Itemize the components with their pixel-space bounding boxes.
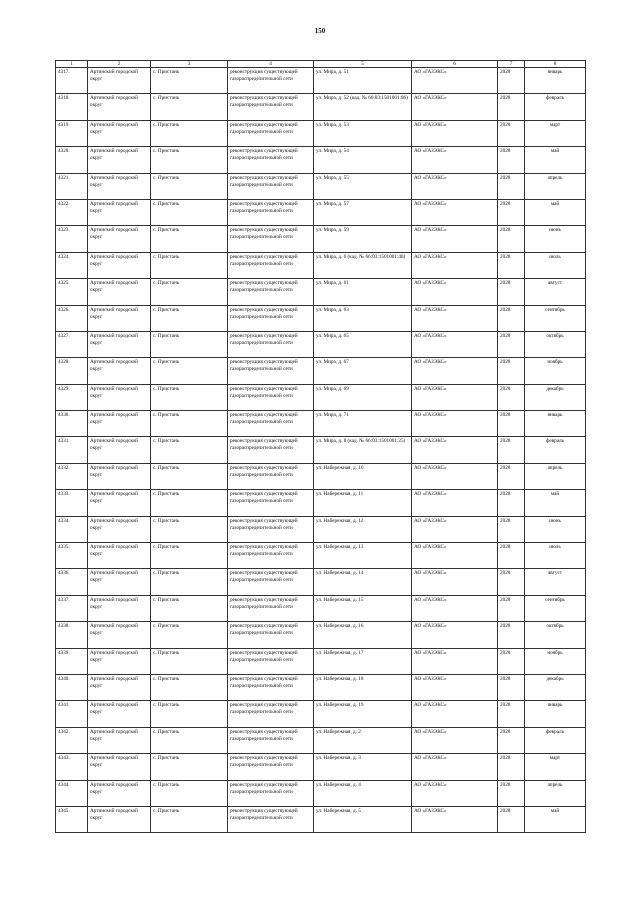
work-type-cell: реконструкция существующей газораспределительной сети — [228, 147, 314, 173]
district-cell: Артинский городской округ — [88, 305, 151, 331]
month-cell: декабрь — [525, 674, 586, 700]
work-type-cell: реконструкция существующей газораспределительной сети — [228, 120, 314, 146]
district-cell: Артинский городской округ — [88, 226, 151, 252]
row-number: 4324. — [56, 252, 88, 278]
work-type-cell: реконструкция существующей газораспределительной сети — [228, 543, 314, 569]
table-row — [56, 516, 586, 542]
settlement-cell: с. Пристань — [151, 674, 228, 700]
row-number: 4340. — [56, 674, 88, 700]
address-cell: ул. Мира, д. 59 — [314, 226, 412, 252]
settlement-cell: с. Пристань — [151, 437, 228, 463]
year-cell: 2028 — [498, 384, 525, 410]
row-number: 4320. — [56, 147, 88, 173]
table-row — [56, 252, 586, 278]
month-cell: октябрь — [525, 622, 586, 648]
table-row — [56, 490, 586, 516]
year-cell: 2028 — [498, 147, 525, 173]
year-cell: 2028 — [498, 701, 525, 727]
work-type-cell: реконструкция существующей газораспределительной сети — [228, 226, 314, 252]
table-row — [56, 622, 586, 648]
settlement-cell: с. Пристань — [151, 358, 228, 384]
month-cell: июнь — [525, 516, 586, 542]
row-number: 4327. — [56, 331, 88, 357]
table-row — [56, 727, 586, 753]
month-cell: март — [525, 120, 586, 146]
year-cell: 2028 — [498, 622, 525, 648]
table-row — [56, 226, 586, 252]
table-row — [56, 569, 586, 595]
table-row — [56, 199, 586, 225]
month-cell: февраль — [525, 94, 586, 120]
organization-cell: АО «ГАЗЭКС» — [412, 569, 498, 595]
table-row — [56, 279, 586, 305]
district-cell: Артинский городской округ — [88, 279, 151, 305]
year-cell: 2028 — [498, 173, 525, 199]
table-row — [56, 305, 586, 331]
year-cell: 2028 — [498, 754, 525, 780]
settlement-cell: с. Пристань — [151, 411, 228, 437]
work-type-cell: реконструкция существующей газораспределительной сети — [228, 727, 314, 753]
column-number-2: 2 — [88, 61, 151, 68]
district-cell: Артинский городской округ — [88, 727, 151, 753]
address-cell: ул. Мира, д. 57 — [314, 199, 412, 225]
settlement-cell: с. Пристань — [151, 226, 228, 252]
organization-cell: АО «ГАЗЭКС» — [412, 94, 498, 120]
year-cell: 2028 — [498, 94, 525, 120]
organization-cell: АО «ГАЗЭКС» — [412, 305, 498, 331]
year-cell: 2028 — [498, 543, 525, 569]
row-number: 4344. — [56, 780, 88, 806]
table-row — [56, 384, 586, 410]
year-cell: 2028 — [498, 569, 525, 595]
district-cell: Артинский городской округ — [88, 147, 151, 173]
table-row — [56, 780, 586, 806]
address-cell: ул. Набережная, д. 13 — [314, 543, 412, 569]
address-cell: ул. Мира, д. 6 (кад. № 66:03:1501001:48) — [314, 252, 412, 278]
header-row — [56, 61, 586, 68]
settlement-cell: с. Пристань — [151, 595, 228, 621]
column-number-6: 6 — [412, 61, 498, 68]
organization-cell: АО «ГАЗЭКС» — [412, 120, 498, 146]
table-row — [56, 68, 586, 94]
district-cell: Артинский городской округ — [88, 94, 151, 120]
year-cell: 2028 — [498, 252, 525, 278]
year-cell: 2028 — [498, 199, 525, 225]
organization-cell: АО «ГАЗЭКС» — [412, 595, 498, 621]
month-cell: май — [525, 490, 586, 516]
row-number: 4318. — [56, 94, 88, 120]
work-type-cell: реконструкция существующей газораспределительной сети — [228, 595, 314, 621]
district-cell: Артинский городской округ — [88, 569, 151, 595]
settlement-cell: с. Пристань — [151, 569, 228, 595]
row-number: 4345. — [56, 806, 88, 832]
work-type-cell: реконструкция существующей газораспределительной сети — [228, 411, 314, 437]
month-cell: декабрь — [525, 384, 586, 410]
organization-cell: АО «ГАЗЭКС» — [412, 648, 498, 674]
address-cell: ул. Набережная, д. 4 — [314, 780, 412, 806]
row-number: 4322. — [56, 199, 88, 225]
district-cell: Артинский городской округ — [88, 120, 151, 146]
organization-cell: АО «ГАЗЭКС» — [412, 384, 498, 410]
work-type-cell: реконструкция существующей газораспределительной сети — [228, 94, 314, 120]
settlement-cell: с. Пристань — [151, 727, 228, 753]
table-row — [56, 331, 586, 357]
month-cell: январь — [525, 701, 586, 727]
settlement-cell: с. Пристань — [151, 516, 228, 542]
district-cell: Артинский городской округ — [88, 622, 151, 648]
year-cell: 2028 — [498, 411, 525, 437]
column-number-4: 4 — [228, 61, 314, 68]
settlement-cell: с. Пристань — [151, 68, 228, 94]
address-cell: ул. Мира, д. 69 — [314, 384, 412, 410]
organization-cell: АО «ГАЗЭКС» — [412, 358, 498, 384]
table-header — [56, 61, 586, 68]
settlement-cell: с. Пристань — [151, 120, 228, 146]
settlement-cell: с. Пристань — [151, 147, 228, 173]
table-row — [56, 147, 586, 173]
year-cell: 2028 — [498, 595, 525, 621]
table-row — [56, 94, 586, 120]
settlement-cell: с. Пристань — [151, 384, 228, 410]
work-type-cell: реконструкция существующей газораспределительной сети — [228, 622, 314, 648]
row-number: 4321. — [56, 173, 88, 199]
registry-table — [55, 60, 586, 833]
row-number: 4337. — [56, 595, 88, 621]
address-cell: ул. Набережная, д. 2 — [314, 727, 412, 753]
district-cell: Артинский городской округ — [88, 384, 151, 410]
table-row — [56, 463, 586, 489]
work-type-cell: реконструкция существующей газораспределительной сети — [228, 754, 314, 780]
month-cell: май — [525, 199, 586, 225]
settlement-cell: с. Пристань — [151, 490, 228, 516]
table-row — [56, 437, 586, 463]
address-cell: ул. Набережная, д. 18 — [314, 674, 412, 700]
row-number: 4336. — [56, 569, 88, 595]
month-cell: июнь — [525, 226, 586, 252]
work-type-cell: реконструкция существующей газораспределительной сети — [228, 463, 314, 489]
month-cell: ноябрь — [525, 358, 586, 384]
address-cell: ул. Набережная, д. 14 — [314, 569, 412, 595]
month-cell: апрель — [525, 463, 586, 489]
month-cell: май — [525, 806, 586, 832]
work-type-cell: реконструкция существующей газораспределительной сети — [228, 173, 314, 199]
work-type-cell: реконструкция существующей газораспределительной сети — [228, 806, 314, 832]
district-cell: Артинский городской округ — [88, 780, 151, 806]
organization-cell: АО «ГАЗЭКС» — [412, 331, 498, 357]
organization-cell: АО «ГАЗЭКС» — [412, 437, 498, 463]
year-cell: 2028 — [498, 727, 525, 753]
work-type-cell: реконструкция существующей газораспределительной сети — [228, 648, 314, 674]
page-number: 150 — [314, 27, 326, 35]
work-type-cell: реконструкция существующей газораспределительной сети — [228, 305, 314, 331]
month-cell: январь — [525, 411, 586, 437]
address-cell: ул. Мира, д. 65 — [314, 331, 412, 357]
year-cell: 2028 — [498, 516, 525, 542]
month-cell: апрель — [525, 173, 586, 199]
row-number: 4331. — [56, 437, 88, 463]
address-cell: ул. Набережная, д. 19 — [314, 701, 412, 727]
district-cell: Артинский городской округ — [88, 463, 151, 489]
settlement-cell: с. Пристань — [151, 173, 228, 199]
district-cell: Артинский городской округ — [88, 437, 151, 463]
year-cell: 2028 — [498, 490, 525, 516]
work-type-cell: реконструкция существующей газораспределительной сети — [228, 384, 314, 410]
row-number: 4329. — [56, 384, 88, 410]
table-row — [56, 120, 586, 146]
organization-cell: АО «ГАЗЭКС» — [412, 727, 498, 753]
row-number: 4341. — [56, 701, 88, 727]
month-cell: февраль — [525, 437, 586, 463]
table-row — [56, 358, 586, 384]
organization-cell: АО «ГАЗЭКС» — [412, 543, 498, 569]
district-cell: Артинский городской округ — [88, 358, 151, 384]
column-number-1: 1 — [56, 61, 88, 68]
year-cell: 2028 — [498, 674, 525, 700]
address-cell: ул. Мира, д. 8 (кад. № 66:03:1501001:25) — [314, 437, 412, 463]
organization-cell: АО «ГАЗЭКС» — [412, 199, 498, 225]
address-cell: ул. Мира, д. 71 — [314, 411, 412, 437]
table-row — [56, 674, 586, 700]
organization-cell: АО «ГАЗЭКС» — [412, 490, 498, 516]
year-cell: 2028 — [498, 806, 525, 832]
year-cell: 2028 — [498, 120, 525, 146]
address-cell: ул. Мира, д. 67 — [314, 358, 412, 384]
work-type-cell: реконструкция существующей газораспределительной сети — [228, 279, 314, 305]
settlement-cell: с. Пристань — [151, 543, 228, 569]
settlement-cell: с. Пристань — [151, 94, 228, 120]
organization-cell: АО «ГАЗЭКС» — [412, 252, 498, 278]
column-number-8: 8 — [525, 61, 586, 68]
month-cell: январь — [525, 68, 586, 94]
address-cell: ул. Набережная, д. 10 — [314, 463, 412, 489]
table-body — [56, 68, 586, 833]
row-number: 4343. — [56, 754, 88, 780]
row-number: 4332. — [56, 463, 88, 489]
row-number: 4339. — [56, 648, 88, 674]
month-cell: апрель — [525, 780, 586, 806]
table-row — [56, 411, 586, 437]
row-number: 4335. — [56, 543, 88, 569]
address-cell: ул. Набережная, д. 11 — [314, 490, 412, 516]
address-cell: ул. Набережная, д. 15 — [314, 595, 412, 621]
work-type-cell: реконструкция существующей газораспределительной сети — [228, 358, 314, 384]
table-row — [56, 754, 586, 780]
row-number: 4330. — [56, 411, 88, 437]
district-cell: Артинский городской округ — [88, 701, 151, 727]
organization-cell: АО «ГАЗЭКС» — [412, 622, 498, 648]
address-cell: ул. Мира, д. 51 — [314, 68, 412, 94]
district-cell: Артинский городской округ — [88, 754, 151, 780]
district-cell: Артинский городской округ — [88, 490, 151, 516]
district-cell: Артинский городской округ — [88, 68, 151, 94]
organization-cell: АО «ГАЗЭКС» — [412, 226, 498, 252]
address-cell: ул. Мира, д. 55 — [314, 173, 412, 199]
address-cell: ул. Набережная, д. 16 — [314, 622, 412, 648]
settlement-cell: с. Пристань — [151, 331, 228, 357]
organization-cell: АО «ГАЗЭКС» — [412, 173, 498, 199]
settlement-cell: с. Пристань — [151, 701, 228, 727]
column-number-3: 3 — [151, 61, 228, 68]
row-number: 4323. — [56, 226, 88, 252]
organization-cell: АО «ГАЗЭКС» — [412, 147, 498, 173]
row-number: 4326. — [56, 305, 88, 331]
work-type-cell: реконструкция существующей газораспределительной сети — [228, 331, 314, 357]
district-cell: Артинский городской округ — [88, 199, 151, 225]
settlement-cell: с. Пристань — [151, 780, 228, 806]
organization-cell: АО «ГАЗЭКС» — [412, 516, 498, 542]
address-cell: ул. Мира, д. 53 — [314, 120, 412, 146]
address-cell: ул. Мира, д. 54 — [314, 147, 412, 173]
organization-cell: АО «ГАЗЭКС» — [412, 674, 498, 700]
row-number: 4319. — [56, 120, 88, 146]
year-cell: 2028 — [498, 331, 525, 357]
table-row — [56, 543, 586, 569]
month-cell: ноябрь — [525, 648, 586, 674]
settlement-cell: с. Пристань — [151, 463, 228, 489]
work-type-cell: реконструкция существующей газораспределительной сети — [228, 780, 314, 806]
settlement-cell: с. Пристань — [151, 622, 228, 648]
year-cell: 2028 — [498, 226, 525, 252]
month-cell: март — [525, 754, 586, 780]
address-cell: ул. Мира, д. 63 — [314, 305, 412, 331]
month-cell: февраль — [525, 727, 586, 753]
row-number: 4333. — [56, 490, 88, 516]
district-cell: Артинский городской округ — [88, 595, 151, 621]
organization-cell: АО «ГАЗЭКС» — [412, 701, 498, 727]
month-cell: август — [525, 569, 586, 595]
row-number: 4334. — [56, 516, 88, 542]
settlement-cell: с. Пристань — [151, 279, 228, 305]
year-cell: 2028 — [498, 358, 525, 384]
year-cell: 2028 — [498, 305, 525, 331]
column-number-5: 5 — [314, 61, 412, 68]
row-number: 4325. — [56, 279, 88, 305]
settlement-cell: с. Пристань — [151, 252, 228, 278]
table-row — [56, 648, 586, 674]
table-row — [56, 595, 586, 621]
district-cell: Артинский городской округ — [88, 252, 151, 278]
table-row — [56, 806, 586, 832]
district-cell: Артинский городской округ — [88, 516, 151, 542]
row-number: 4338. — [56, 622, 88, 648]
settlement-cell: с. Пристань — [151, 305, 228, 331]
work-type-cell: реконструкция существующей газораспределительной сети — [228, 68, 314, 94]
year-cell: 2028 — [498, 780, 525, 806]
organization-cell: АО «ГАЗЭКС» — [412, 463, 498, 489]
table-row — [56, 173, 586, 199]
work-type-cell: реконструкция существующей газораспределительной сети — [228, 252, 314, 278]
district-cell: Артинский городской округ — [88, 648, 151, 674]
organization-cell: АО «ГАЗЭКС» — [412, 68, 498, 94]
district-cell: Артинский городской округ — [88, 543, 151, 569]
organization-cell: АО «ГАЗЭКС» — [412, 780, 498, 806]
district-cell: Артинский городской округ — [88, 806, 151, 832]
work-type-cell: реконструкция существующей газораспределительной сети — [228, 437, 314, 463]
month-cell: май — [525, 147, 586, 173]
district-cell: Артинский городской округ — [88, 173, 151, 199]
year-cell: 2028 — [498, 279, 525, 305]
address-cell: ул. Мира, д. 61 — [314, 279, 412, 305]
work-type-cell: реконструкция существующей газораспределительной сети — [228, 701, 314, 727]
address-cell: ул. Набережная, д. 5 — [314, 806, 412, 832]
year-cell: 2028 — [498, 68, 525, 94]
settlement-cell: с. Пристань — [151, 754, 228, 780]
address-cell: ул. Набережная, д. 12 — [314, 516, 412, 542]
year-cell: 2028 — [498, 437, 525, 463]
row-number: 4328. — [56, 358, 88, 384]
address-cell: ул. Набережная, д. 17 — [314, 648, 412, 674]
table-row — [56, 701, 586, 727]
organization-cell: АО «ГАЗЭКС» — [412, 806, 498, 832]
address-cell: ул. Мира, д. 52 (кад. № 66:03:1501001:86) — [314, 94, 412, 120]
year-cell: 2028 — [498, 648, 525, 674]
settlement-cell: с. Пристань — [151, 806, 228, 832]
month-cell: октябрь — [525, 331, 586, 357]
row-number: 4342. — [56, 727, 88, 753]
settlement-cell: с. Пристань — [151, 648, 228, 674]
work-type-cell: реконструкция существующей газораспределительной сети — [228, 490, 314, 516]
column-number-7: 7 — [498, 61, 525, 68]
month-cell: август — [525, 279, 586, 305]
month-cell: июль — [525, 252, 586, 278]
district-cell: Артинский городской округ — [88, 674, 151, 700]
organization-cell: АО «ГАЗЭКС» — [412, 411, 498, 437]
organization-cell: АО «ГАЗЭКС» — [412, 754, 498, 780]
district-cell: Артинский городской округ — [88, 331, 151, 357]
month-cell: июль — [525, 543, 586, 569]
work-type-cell: реконструкция существующей газораспределительной сети — [228, 516, 314, 542]
row-number: 4317. — [56, 68, 88, 94]
work-type-cell: реконструкция существующей газораспределительной сети — [228, 199, 314, 225]
address-cell: ул. Набережная, д. 3 — [314, 754, 412, 780]
organization-cell: АО «ГАЗЭКС» — [412, 279, 498, 305]
month-cell: сентябрь — [525, 595, 586, 621]
work-type-cell: реконструкция существующей газораспределительной сети — [228, 674, 314, 700]
district-cell: Артинский городской округ — [88, 411, 151, 437]
year-cell: 2028 — [498, 463, 525, 489]
settlement-cell: с. Пристань — [151, 199, 228, 225]
work-type-cell: реконструкция существующей газораспределительной сети — [228, 569, 314, 595]
month-cell: сентябрь — [525, 305, 586, 331]
